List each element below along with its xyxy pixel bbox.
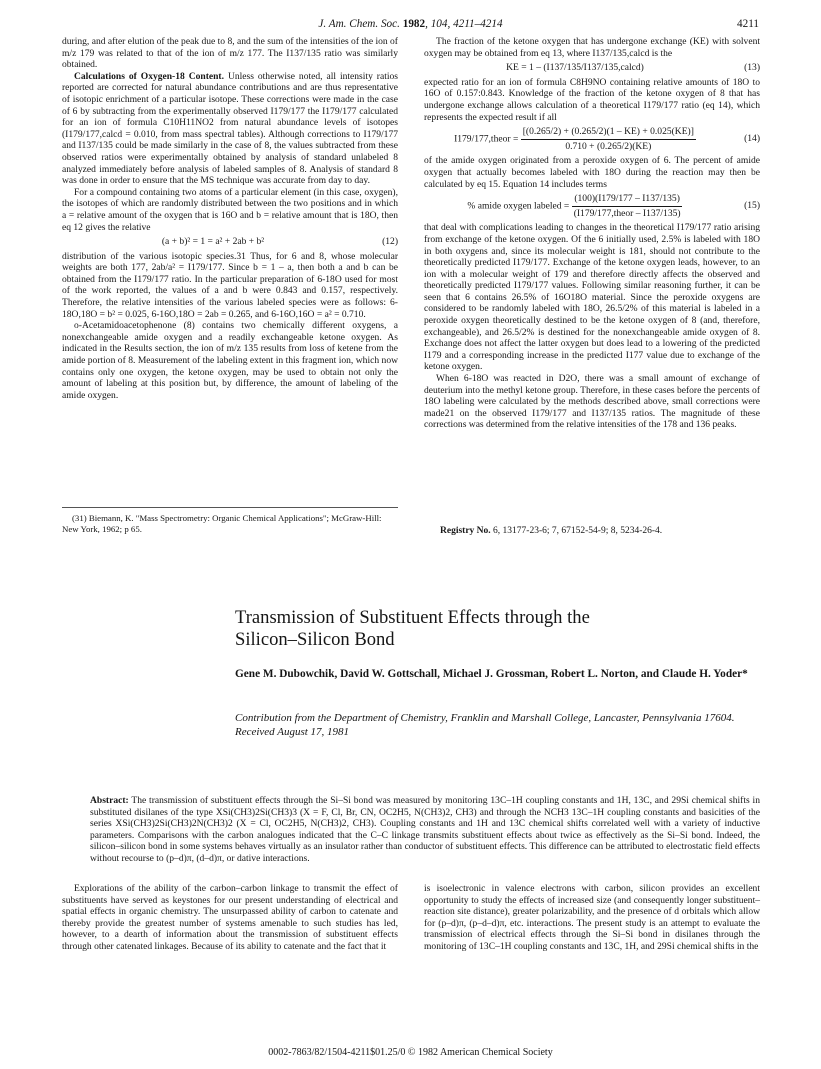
journal-pages: 4211–4214 — [453, 18, 503, 30]
equation-lhs: % amide oxygen labeled = — [467, 200, 570, 212]
registry-label: Registry No. — [440, 526, 491, 536]
paragraph: o-Acetamidoacetophenone (8) contains two chemically different oxygens, a nonexchangeable amide oxygen and a readily exchangeable ketone oxygen. As indicated in the Results section, the ion of m/z 135 results from loss of ketene from the amide portion of 8. Measurement of the labeling extent in this fragment ion, which now contains only one oxygen, the ketone oxygen, may be used to obtain not only the amount of labeling at this position but, by difference, the amount of labeling of the amide oxygen. — [62, 320, 398, 401]
equation-14 — [424, 126, 760, 152]
equation-fraction — [572, 193, 683, 219]
journal-name: J. Am. Chem. Soc. — [318, 18, 400, 30]
equation-number: (13) — [744, 62, 760, 74]
paragraph: during, and after elution of the peak due to 8, and the sum of the intensities of the ion of m/z 179 was related to that of the ion of m/z 177. The I137/135 ratio was similarly obtained. — [62, 36, 398, 71]
paragraph: When 6-18O was reacted in D2O, there was a small amount of exchange of deuterium into the methyl ketone group. Therefore, in these cases before the percents of 18O labeling were calculated by the methods described above, small corrections were made21 on the observed I179/177 and I137/135 ratios. The magnitude of these corrections was determined from the relative intensities of the 178 and 136 peaks. — [424, 373, 760, 431]
title-line: Silicon–Silicon Bond — [235, 629, 395, 650]
page-number: 4211 — [737, 18, 759, 30]
abstract — [90, 795, 760, 865]
paragraph-text: Unless otherwise noted, all intensity ratios reported are corrected for natural abundance contributions and are thus representative of isotopic enrichment of a particular isotope. These corrections were made in the case of 6 by subtracting from the experimentally observed I179/177 the I179/177 calculated for an ion of formula C10H11NO2 from natural abundance levels of isotopes (I179/177,calcd = 0.010, from mass spectral tables). Although corrections to I179/177 and I137/135 could be made similarly in the case of 8, the values subtracted from these observed ratios were experimentally obtained by analysis of standard unlabeled 8 analyzed immediately before analysis of labeled samples of 8. Analysis of standard 8 was done in order to ensure that the MS technique was accurate from day to day. — [62, 70, 398, 187]
footnote — [62, 513, 398, 534]
fraction-numerator: [(0.265/2) + (0.265/2)(1 – KE) + 0.025(KE)] — [521, 126, 696, 140]
equation-body — [424, 193, 726, 219]
equation-12 — [62, 236, 398, 248]
fraction-numerator: (100)(I179/177 – I137/135) — [572, 193, 682, 207]
equation-fraction — [521, 126, 696, 152]
equation-lhs: I179/177,theor = — [454, 133, 519, 145]
equation-number: (15) — [744, 200, 760, 212]
equation-number: (14) — [744, 133, 760, 145]
paragraph: of the amide oxygen originated from a peroxide oxygen of 6. The percent of amide oxygen that actually becomes labeled with 18O during the reaction may then be calculated by eq 15. Equation 14 includes terms — [424, 155, 760, 190]
equation-number: (12) — [382, 236, 398, 248]
right-column — [424, 36, 760, 431]
body-left-column — [62, 883, 398, 953]
journal-volume: 104 — [430, 18, 448, 30]
paragraph: Explorations of the ability of the carbon–carbon linkage to transmit the effect of substituents have served as keystones for our present understanding of electrical and spatial effects in organic chemistry. The unsurpassed ability of carbon to catenate and thereby provide the greatest number of systems amenable to such studies has led, however, to a dearth of information about the transmission of substituent effects through other catenated linkages. Because of its ability to catenate and the fact that it — [62, 883, 398, 952]
left-column — [62, 36, 398, 401]
paragraph: The fraction of the ketone oxygen that has undergone exchange (KE) with solvent oxygen may be obtained from eq 13, where I137/135,calcd is the — [424, 36, 760, 59]
title-line: Transmission of Substituent Effects through the — [235, 607, 590, 628]
registry-text: 6, 13177-23-6; 7, 67152-54-9; 8, 5234-26-4. — [490, 526, 663, 536]
journal-year: 1982 — [402, 18, 426, 30]
paragraph: For a compound containing two atoms of a particular element (in this case, oxygen), the isotopes of which are randomly distributed between the two positions and in which a = relative amount of the oxygen that is 16O and b = relative amount that is 18O, then eq 12 gives the relative — [62, 186, 398, 233]
equation-body — [424, 126, 726, 152]
equation-body: (a + b)² = 1 = a² + 2ab + b² — [161, 236, 265, 248]
abstract-label: Abstract: — [90, 795, 129, 806]
section-heading: Calculations of Oxygen-18 Content. — [74, 70, 224, 82]
article-title — [235, 607, 755, 651]
registry-numbers — [440, 526, 662, 536]
paragraph: distribution of the various isotopic species.31 Thus, for 6 and 8, whose molecular weights are both 177, 2ab/a² = I179/177. Since b = 1 – a, then both a and b can be obtained from the I179/177 ratio. In the particular preparation of 6-18O used for most of the work reported, the values of a and b were 0.843 and 0.157, respectively. Therefore, the relative intensities of the various labeled species were as follows: 6-18O,18O = b² = 0.025, 6-16O,18O = 2ab = 0.265, and 6-16O,16O = a² = 0.710. — [62, 250, 398, 320]
body-right-column — [424, 883, 760, 953]
paragraph: is isoelectronic in valence electrons with carbon, silicon provides an excellent opportunity to study the effects of increased size (and consequently longer substituent–reaction site distance), greater polarizability, and the presence of d orbitals which allow for (p–d)π, (p–d–d)π, etc. interactions. The present study is an attempt to evaluate the transmission of electrical effects through the Si–Si bond in disilanes through the monitoring of 13C–1H coupling constants and 13C, 1H, and 29Si chemical shifts in the — [424, 883, 760, 952]
fraction-denominator: 0.710 + (0.265/2)(KE) — [565, 140, 652, 152]
paragraph: expected ratio for an ion of formula C8H9NO containing relative amounts of 18O to 16O of 0.157:0.843. Knowledge of the fraction of the ketone oxygen of 8 that has undergone exchange allows calculation of a theoretical I179/177 ratio (eq 14), which represents the expected result if all — [424, 76, 760, 123]
paragraph — [62, 71, 398, 187]
footnote-text: (31) Biemann, K. "Mass Spectrometry: Organic Chemical Applications"; McGraw-Hill: New York, 1962; p 65. — [62, 513, 382, 534]
article-authors: Gene M. Dubowchik, David W. Gottschall, Michael J. Grossman, Robert L. Norton, and Claude H. Yoder* — [235, 668, 748, 680]
paragraph: that deal with complications leading to changes in the theoretical I179/177 ratio arising from exchange of the ketone oxygen. Of the 6 initially used, 2.5% is labeled with 18O in both oxygens and, since its molecular weight is 181, should not contribute to the theoretically predicted I179/177. Exchange of the ketone oxygen leads, however, to an ion with a molecular weight of 179 and therefore directly affects the observed and theoretically predicted I179/177 values. Following similar reasoning further, it can be seen that 6 contains 26.5% of 16O18O material. Since the peroxide oxygens are considered to be randomly labeled with 18O, 26.5/2% of this material is labeled in a peroxide oxygen theoretically destined to be the ketone oxygen of 8 (and, therefore, exchangeable), and 26.5/2% is destined for the nonexchangeable amide oxygen of 8. Exchange does not affect the latter oxygen but does lead to a lowering of the predicted I179 and a corresponding increase in the predicted I177 value due to exchange of the ketone oxygen. — [424, 222, 760, 373]
abstract-text: The transmission of substituent effects through the Si–Si bond was measured by monitoring 13C–1H coupling constants and 1H, 13C, and 29Si chemical shifts in substituted disilanes of the type XSi(CH3)2Si(CH3)3 (X = F, Cl, Br, CN, OC2H5, N(CH3)2, CH3) and through the NCH3 13C–1H coupling constants and basicities of the series XSi(CH3)2Si(CH3)2N(CH3)2 (X = Cl, OC2H5, N(CH3)2, CH3). Coupling constants and 1H and 13C chemical shifts correlated well with a variety of inductive parameters. Comparisons with the carbon analogues indicated that the C–C linkage transmits substituent effects about twice as effectively as the Si–Si bond. Indeed, the silicon–silicon bond in some systems behaves virtually as an insulator rather than conductor of substituent effects. This difference can be attributed to electrostatic field effects without recourse to (p–d)π, (d–d)π, or dative interactions. — [90, 795, 760, 864]
equation-13 — [424, 62, 760, 74]
equation-15 — [424, 193, 760, 219]
footnote-rule — [62, 507, 398, 508]
article-affiliation: Contribution from the Department of Chemistry, Franklin and Marshall College, Lancaster, Pennsylvania 17604. Received August 17, 1981 — [235, 712, 735, 738]
equation-body: KE = 1 – (I137/135/I137/135,calcd) — [506, 62, 644, 74]
journal-citation: J. Am. Chem. Soc. 1982, 104, 4211–4214 — [318, 18, 503, 30]
page-footer: 0002-7863/82/1504-4211$01.25/0 © 1982 American Chemical Society — [268, 1047, 553, 1058]
fraction-denominator: (I179/177,theor – I137/135) — [573, 207, 681, 219]
